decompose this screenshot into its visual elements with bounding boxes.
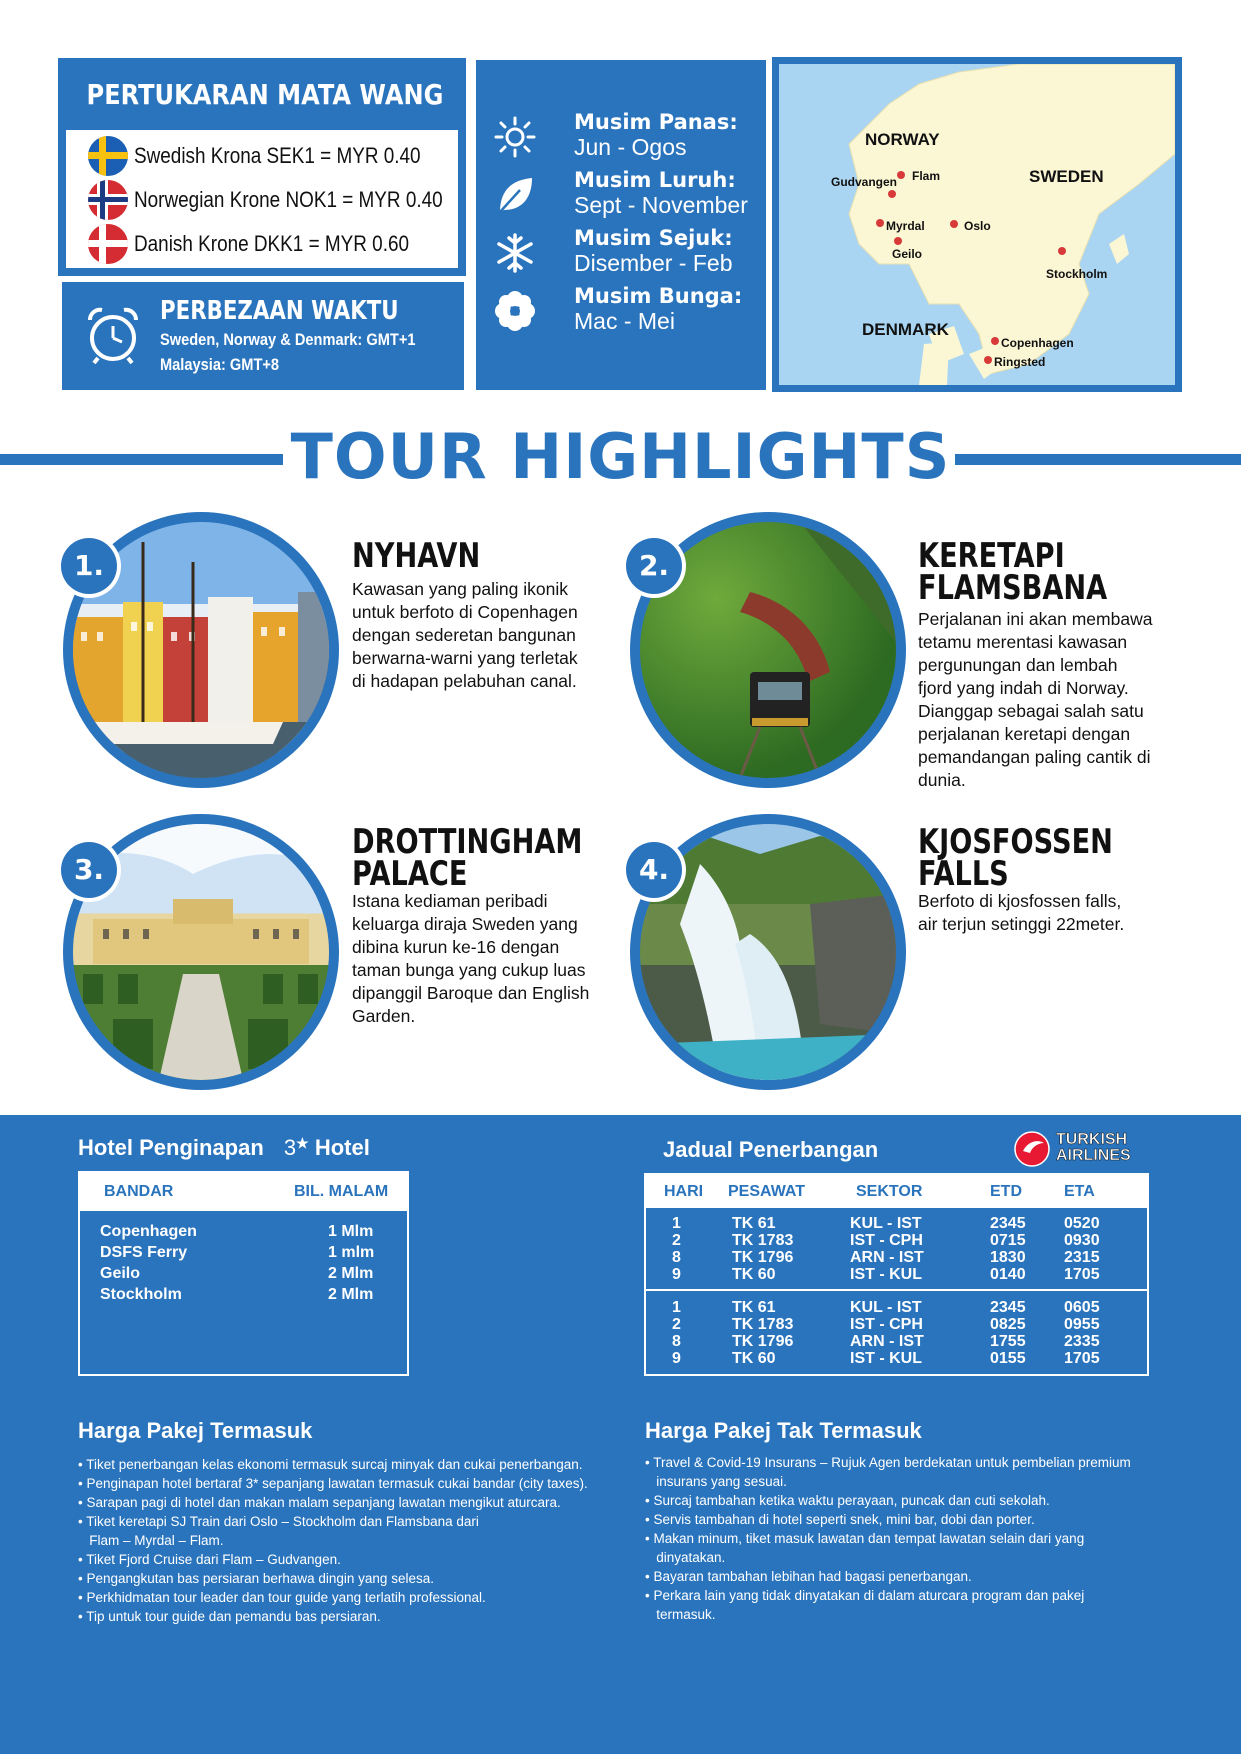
flight-cell: TK 1796 xyxy=(732,1333,794,1350)
desc-line: untuk berfoto di Copenhagen xyxy=(352,602,578,622)
location-pin-icon xyxy=(888,190,896,198)
highlight-title-text: DROTTINGHAM PALACE xyxy=(352,822,583,894)
time-zone-malaysia: Malaysia: GMT+8 xyxy=(160,355,280,374)
highlight-description xyxy=(352,578,622,693)
flight-cell: IST - KUL xyxy=(850,1350,922,1367)
season-months: Jun - Ogos xyxy=(574,134,687,160)
flight-cell: 0605 xyxy=(1064,1299,1100,1316)
flight-cell: KUL - IST xyxy=(850,1299,922,1316)
hotel-city: Geilo xyxy=(100,1265,141,1282)
list-item: termasuk. xyxy=(645,1607,716,1622)
highlight-title xyxy=(352,822,583,894)
time-difference-title: PERBEZAAN WAKTU xyxy=(160,296,399,326)
desc-line: Berfoto di kjosfossen falls, xyxy=(918,891,1122,911)
tour-highlights-title: TOUR HIGHLIGHTS xyxy=(290,420,951,493)
time-zone-nordic: Sweden, Norway & Denmark: GMT+1 xyxy=(160,330,416,349)
airline-name xyxy=(1056,1132,1131,1164)
highlight-number: 1. xyxy=(61,538,117,594)
excludes-list xyxy=(645,1453,1131,1624)
desc-line: berwarna-warni yang terletak xyxy=(352,648,578,668)
flight-cell: IST - KUL xyxy=(850,1266,922,1283)
hotel-row xyxy=(100,1223,390,1241)
flight-cell: TK 60 xyxy=(732,1266,776,1283)
column-header: BIL. MALAM xyxy=(294,1183,389,1200)
snowflake-icon xyxy=(494,232,536,274)
desc-line: Istana kediaman peribadi xyxy=(352,891,548,911)
map-place-label: Geilo xyxy=(892,247,923,261)
map-place-label: Oslo xyxy=(964,219,991,233)
season-spring xyxy=(494,284,764,340)
desc-line: dunia. xyxy=(918,770,966,790)
flight-cell: 2345 xyxy=(990,1299,1026,1316)
list-item: • Travel & Covid-19 Insurans – Rujuk Agen berdekatan untuk pembelian premium xyxy=(645,1455,1131,1470)
location-pin-icon xyxy=(897,171,905,179)
sweden-flag-icon xyxy=(88,136,128,176)
flower-icon xyxy=(494,290,536,332)
flight-cell: TK 60 xyxy=(732,1350,776,1367)
leaf-icon xyxy=(494,174,536,216)
hotel-city: Stockholm xyxy=(100,1286,182,1303)
flight-cell: 2 xyxy=(672,1316,681,1333)
flight-cell: ARN - IST xyxy=(850,1333,924,1350)
desc-line: Perjalanan ini akan membawa xyxy=(918,609,1153,629)
season-months: Sept - November xyxy=(574,192,748,218)
column-header: HARI xyxy=(664,1183,704,1200)
flight-cell: 1755 xyxy=(990,1333,1026,1350)
desc-line: pergunungan dan lembah xyxy=(918,655,1118,675)
flight-cell: ARN - IST xyxy=(850,1249,924,1266)
desc-line: dipanggil Baroque dan English xyxy=(352,983,590,1003)
hotel-table xyxy=(78,1171,409,1376)
flight-cell: TK 1783 xyxy=(732,1316,794,1333)
flight-cell: 1 xyxy=(672,1215,681,1232)
season-months: Disember - Feb xyxy=(574,250,733,276)
hotel-row xyxy=(100,1286,390,1304)
location-pin-icon xyxy=(991,337,999,345)
desc-line: keluarga diraja Sweden yang xyxy=(352,914,578,934)
hotel-row xyxy=(100,1244,390,1262)
scandinavia-map xyxy=(772,57,1182,392)
seasons-panel xyxy=(476,60,766,390)
list-item: • Perkhidmatan tour leader dan tour guide yang terlatih professional. xyxy=(78,1590,486,1605)
flight-cell: 8 xyxy=(672,1249,681,1266)
desc-line: dibina kurun ke-16 dengan xyxy=(352,937,560,957)
desc-line: dengan sederetan bangunan xyxy=(352,625,576,645)
alarm-clock-icon xyxy=(82,304,144,366)
hotel-rating: 3 xyxy=(283,1135,297,1160)
currency-rate-label: Danish Krone DKK1 = MYR 0.60 xyxy=(134,231,410,256)
flight-cell: 1705 xyxy=(1064,1350,1100,1367)
list-item: insurans yang sesuai. xyxy=(645,1474,787,1489)
currency-rate-label: Swedish Krona SEK1 = MYR 0.40 xyxy=(134,143,421,168)
list-item: • Penginapan hotel bertaraf 3* sepanjang lawatan termasuk cukai bandar (city taxes). xyxy=(78,1476,588,1491)
flight-cell: IST - CPH xyxy=(850,1232,923,1249)
list-item: • Perkara lain yang tidak dinyatakan di dalam aturcara program dan pakej xyxy=(645,1588,1085,1603)
flight-cell: TK 61 xyxy=(732,1215,776,1232)
flight-schedule-title: Jadual Penerbangan xyxy=(663,1137,879,1162)
currency-row-sek xyxy=(88,136,467,176)
highlight-description xyxy=(918,890,1228,936)
hotel-title: Hotel Penginapan xyxy=(78,1135,264,1160)
list-item: • Pengangkutan bas persiaran berhawa dingin yang selesa. xyxy=(78,1571,434,1586)
map-country-label: SWEDEN xyxy=(1029,167,1104,186)
currency-list xyxy=(66,130,458,268)
excludes-title: Harga Pakej Tak Termasuk xyxy=(645,1418,922,1443)
flight-cell: 8 xyxy=(672,1333,681,1350)
flight-group-outbound xyxy=(646,1215,1147,1285)
package-info-section xyxy=(0,1115,1241,1754)
flight-cell: 0825 xyxy=(990,1316,1026,1333)
map-country-label: DENMARK xyxy=(862,320,949,339)
desc-line: pemandangan paling cantik di xyxy=(918,747,1151,767)
hotel-rating-label: Hotel xyxy=(314,1135,370,1160)
list-item: dinyatakan. xyxy=(645,1550,726,1565)
hotel-city: Copenhagen xyxy=(100,1223,197,1240)
flight-cell: 0155 xyxy=(990,1350,1026,1367)
includes-title: Harga Pakej Termasuk xyxy=(78,1418,313,1443)
desc-line: Kawasan yang paling ikonik xyxy=(352,579,568,599)
season-winter xyxy=(494,226,764,282)
flight-cell: 0520 xyxy=(1064,1215,1100,1232)
location-pin-icon xyxy=(894,237,902,245)
flight-cell: TK 61 xyxy=(732,1299,776,1316)
norway-flag-icon xyxy=(88,180,128,220)
column-header: BANDAR xyxy=(104,1183,174,1200)
star-icon: ★ xyxy=(296,1135,309,1151)
hotel-nights: 1 Mlm xyxy=(328,1223,374,1240)
currency-panel xyxy=(58,58,466,276)
list-item: • Tip untuk tour guide dan pemandu bas persiaran. xyxy=(78,1609,381,1624)
desc-line: taman bunga yang cukup luas xyxy=(352,960,586,980)
hotel-table-header xyxy=(80,1173,407,1211)
flight-cell: 0955 xyxy=(1064,1316,1100,1333)
flight-table-header xyxy=(646,1175,1147,1208)
flight-cell: TK 1783 xyxy=(732,1232,794,1249)
season-name: Musim Luruh: xyxy=(574,168,736,192)
season-months: Mac - Mei xyxy=(574,308,675,334)
season-autumn xyxy=(494,168,764,224)
sun-icon xyxy=(494,116,536,158)
tour-highlights-header xyxy=(0,420,1241,493)
flight-cell: 9 xyxy=(672,1266,681,1283)
location-pin-icon xyxy=(950,220,958,228)
flight-cell: 0140 xyxy=(990,1266,1026,1283)
hotel-city: DSFS Ferry xyxy=(100,1244,188,1261)
flight-cell: 2315 xyxy=(1064,1249,1100,1266)
highlight-title xyxy=(918,822,1126,894)
currency-title: PERTUKARAN MATA WANG xyxy=(86,78,444,111)
flight-group-divider xyxy=(646,1289,1147,1291)
includes-list xyxy=(78,1455,588,1626)
flight-cell: 1 xyxy=(672,1299,681,1316)
desc-line: Dianggap sebagai salah satu xyxy=(918,701,1144,721)
desc-line: tetamu merentasi kawasan xyxy=(918,632,1128,652)
map-place-label: Copenhagen xyxy=(1001,336,1074,350)
list-item: • Tiket keretapi SJ Train dari Oslo – Stockholm dan Flamsbana dari xyxy=(78,1514,479,1529)
map-place-label: Gudvangen xyxy=(831,175,898,189)
season-name: Musim Sejuk: xyxy=(574,226,733,250)
highlight-number: 3. xyxy=(61,842,117,898)
highlight-number: 4. xyxy=(626,842,682,898)
map-place-label: Ringsted xyxy=(994,355,1046,369)
list-item: • Tiket penerbangan kelas ekonomi termasuk surcaj minyak dan cukai penerbangan. xyxy=(78,1457,583,1472)
list-item: Flam – Myrdal – Flam. xyxy=(78,1533,224,1548)
flight-cell: IST - CPH xyxy=(850,1316,923,1333)
flight-cell: 2335 xyxy=(1064,1333,1100,1350)
season-name: Musim Bunga: xyxy=(574,284,743,308)
turkish-airlines-icon xyxy=(1014,1131,1050,1167)
highlight-title xyxy=(918,536,1126,608)
season-summer xyxy=(494,110,764,166)
airline-name-line: AIRLINES xyxy=(1056,1147,1131,1164)
highlight-description xyxy=(918,608,1228,792)
highlight-title-text: KERETAPI FLAMSBANA xyxy=(918,536,1108,608)
column-header: PESAWAT xyxy=(728,1183,806,1200)
airline-name-line: TURKISH xyxy=(1056,1131,1128,1148)
hotel-nights: 1 mlm xyxy=(328,1244,375,1261)
flight-cell: 2345 xyxy=(990,1215,1026,1232)
map-country-label: NORWAY xyxy=(865,130,940,149)
list-item: • Bayaran tambahan lebihan had bagasi penerbangan. xyxy=(645,1569,972,1584)
list-item: • Tiket Fjord Cruise dari Flam – Gudvangen. xyxy=(78,1552,341,1567)
flight-cell: 0715 xyxy=(990,1232,1026,1249)
flight-cell: TK 1796 xyxy=(732,1249,794,1266)
map-place-label: Flam xyxy=(912,169,941,183)
flight-cell: 9 xyxy=(672,1350,681,1367)
time-difference-panel xyxy=(62,282,464,390)
highlight-number: 2. xyxy=(626,538,682,594)
list-item: • Servis tambahan di hotel seperti snek, mini bar, dobi dan porter. xyxy=(645,1512,1035,1527)
flight-cell: 0930 xyxy=(1064,1232,1100,1249)
column-header: SEKTOR xyxy=(856,1183,923,1200)
map-place-label: Stockholm xyxy=(1046,267,1108,281)
hotel-section-heading xyxy=(78,1135,370,1161)
flight-cell: 2 xyxy=(672,1232,681,1249)
map-canvas xyxy=(779,64,1175,385)
map-place-label: Myrdal xyxy=(886,219,925,233)
desc-line: perjalanan keretapi dengan xyxy=(918,724,1131,744)
desc-line: di hadapan pelabuhan canal. xyxy=(352,671,577,691)
list-item: • Makan minum, tiket masuk lawatan dan tempat lawatan selain dari yang xyxy=(645,1531,1085,1546)
desc-line: fjord yang indah di Norway. xyxy=(918,678,1129,698)
highlight-title-text: KJOSFOSSEN FALLS xyxy=(918,822,1113,894)
currency-rate-label: Norwegian Krone NOK1 = MYR 0.40 xyxy=(134,187,443,212)
currency-row-dkk xyxy=(88,224,454,264)
flight-cell: 1830 xyxy=(990,1249,1026,1266)
flight-cell: KUL - IST xyxy=(850,1215,922,1232)
hotel-nights: 2 Mlm xyxy=(328,1286,374,1303)
column-header: ETA xyxy=(1064,1183,1095,1200)
location-pin-icon xyxy=(1058,247,1066,255)
location-pin-icon xyxy=(876,219,884,227)
desc-line: Garden. xyxy=(352,1006,416,1026)
hotel-row xyxy=(100,1265,390,1283)
flight-cell: 1705 xyxy=(1064,1266,1100,1283)
list-item: • Surcaj tambahan ketika waktu perayaan, puncak dan cuti sekolah. xyxy=(645,1493,1050,1508)
flight-table xyxy=(644,1173,1149,1376)
turkish-airlines-logo xyxy=(1014,1131,1144,1167)
flight-group-return xyxy=(646,1299,1147,1369)
column-header: ETD xyxy=(990,1183,1022,1200)
highlight-title: NYHAVN xyxy=(352,536,481,576)
currency-row-nok xyxy=(88,180,493,220)
desc-line: air terjun setinggi 22meter. xyxy=(918,914,1125,934)
list-item: • Sarapan pagi di hotel dan makan malam sepanjang lawatan mengikut aturcara. xyxy=(78,1495,561,1510)
season-name: Musim Panas: xyxy=(574,110,738,134)
denmark-flag-icon xyxy=(88,224,128,264)
highlight-description xyxy=(352,890,642,1028)
hotel-nights: 2 Mlm xyxy=(328,1265,374,1282)
location-pin-icon xyxy=(984,356,992,364)
